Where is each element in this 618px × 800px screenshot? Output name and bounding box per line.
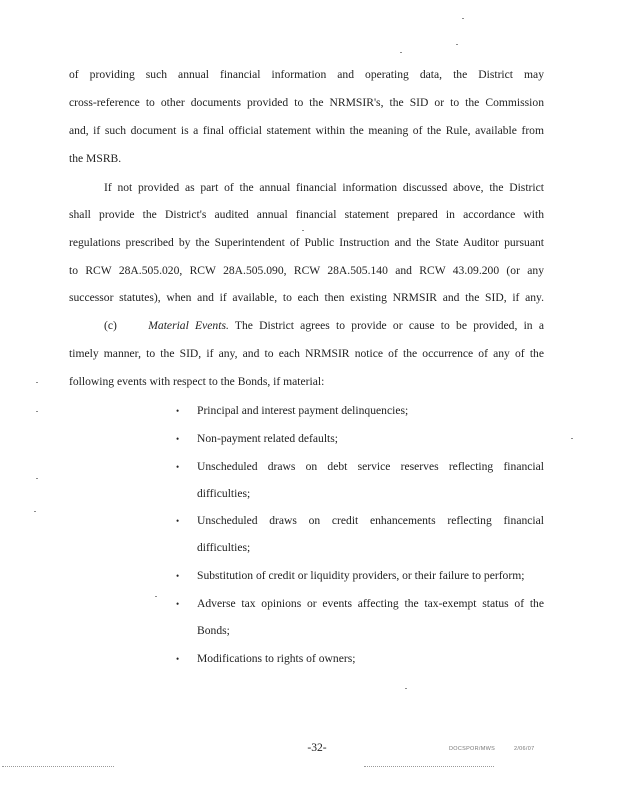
list-item xyxy=(176,432,544,446)
section-c-label: (c) xyxy=(104,319,117,332)
list-item-text: Substitution of credit or liquidity providers, or their failure to perform; xyxy=(197,569,525,582)
footer-scan-rule xyxy=(364,766,494,767)
list-item xyxy=(176,404,544,418)
paragraph-2-line-1: If not provided as part of the annual financial information discussed above, the District xyxy=(104,181,544,194)
bullet-icon: • xyxy=(176,599,180,609)
scan-speck xyxy=(36,382,38,383)
list-item-text: Non-payment related defaults; xyxy=(197,432,339,445)
paragraph-1-line-3: and, if such document is a final official statement within the meaning of the Rule, available from xyxy=(69,124,544,137)
footer-document-code: DOCSPOR/MWS xyxy=(449,746,496,752)
section-c-line-2: timely manner, to the SID, if any, and to each NRMSIR notice of the occurrence of any of the xyxy=(69,347,544,360)
scan-speck xyxy=(571,438,573,439)
list-item xyxy=(176,460,544,501)
section-c-line-1: The District agrees to provide or cause to be provided, in a xyxy=(234,319,544,332)
scan-speck xyxy=(36,411,38,412)
scan-speck xyxy=(462,18,464,19)
paragraph-1-line-1: of providing such annual financial information and operating data, the District may xyxy=(69,68,544,81)
list-item-text: Unscheduled draws on debt service reserves reflecting financial xyxy=(197,460,544,473)
list-item-text-continued: difficulties; xyxy=(197,541,251,554)
list-item xyxy=(176,652,544,666)
scan-noise-line xyxy=(2,766,114,767)
paragraph-2-line-5: successor statutes), when and if available, to each then existing NRMSIR and the SID, if any. xyxy=(69,291,544,304)
bullet-icon: • xyxy=(176,654,180,664)
paragraph-2-line-4: to RCW 28A.505.020, RCW 28A.505.090, RCW 28A.505.140 and RCW 43.09.200 (or any xyxy=(69,264,544,277)
list-item-text: Modifications to rights of owners; xyxy=(197,652,356,665)
bullet-icon: • xyxy=(176,571,180,581)
paragraph-2-line-2: shall provide the District's audited annual financial statement prepared in accordance with xyxy=(69,208,544,221)
list-item-text: Adverse tax opinions or events affecting the tax-exempt status of the xyxy=(197,597,544,610)
material-events-list xyxy=(176,404,544,666)
list-item-text-continued: Bonds; xyxy=(197,624,230,637)
scan-speck xyxy=(456,44,458,45)
paragraph-2-line-3: regulations prescribed by the Superintendent of Public Instruction and the State Auditor pursuant xyxy=(69,236,544,249)
list-item xyxy=(176,569,544,583)
page-number: -32- xyxy=(307,741,327,754)
paragraph-1-line-2: cross-reference to other documents provided to the NRMSIR's, the SID or to the Commission xyxy=(69,96,544,109)
list-item xyxy=(176,514,544,555)
scan-speck xyxy=(405,688,407,689)
list-item xyxy=(176,597,544,638)
bullet-icon: • xyxy=(176,406,180,416)
section-c-title: Material Events. xyxy=(148,319,229,332)
scan-speck xyxy=(34,511,36,512)
bullet-icon: • xyxy=(176,516,180,526)
scan-speck xyxy=(36,478,38,479)
section-c-line-3: following events with respect to the Bonds, if material: xyxy=(69,375,325,388)
scan-speck xyxy=(155,596,157,597)
footer-document-date: 2/06/07 xyxy=(514,746,535,752)
scan-speck xyxy=(302,230,304,231)
paragraph-1-line-4: the MSRB. xyxy=(69,152,122,165)
bullet-icon: • xyxy=(176,462,180,472)
section-c-heading xyxy=(104,319,544,333)
scan-speck xyxy=(400,52,402,53)
bullet-icon: • xyxy=(176,434,180,444)
list-item-text: Unscheduled draws on credit enhancements reflecting financial xyxy=(197,514,544,527)
list-item-text-continued: difficulties; xyxy=(197,487,251,500)
list-item-text: Principal and interest payment delinquencies; xyxy=(197,404,409,417)
